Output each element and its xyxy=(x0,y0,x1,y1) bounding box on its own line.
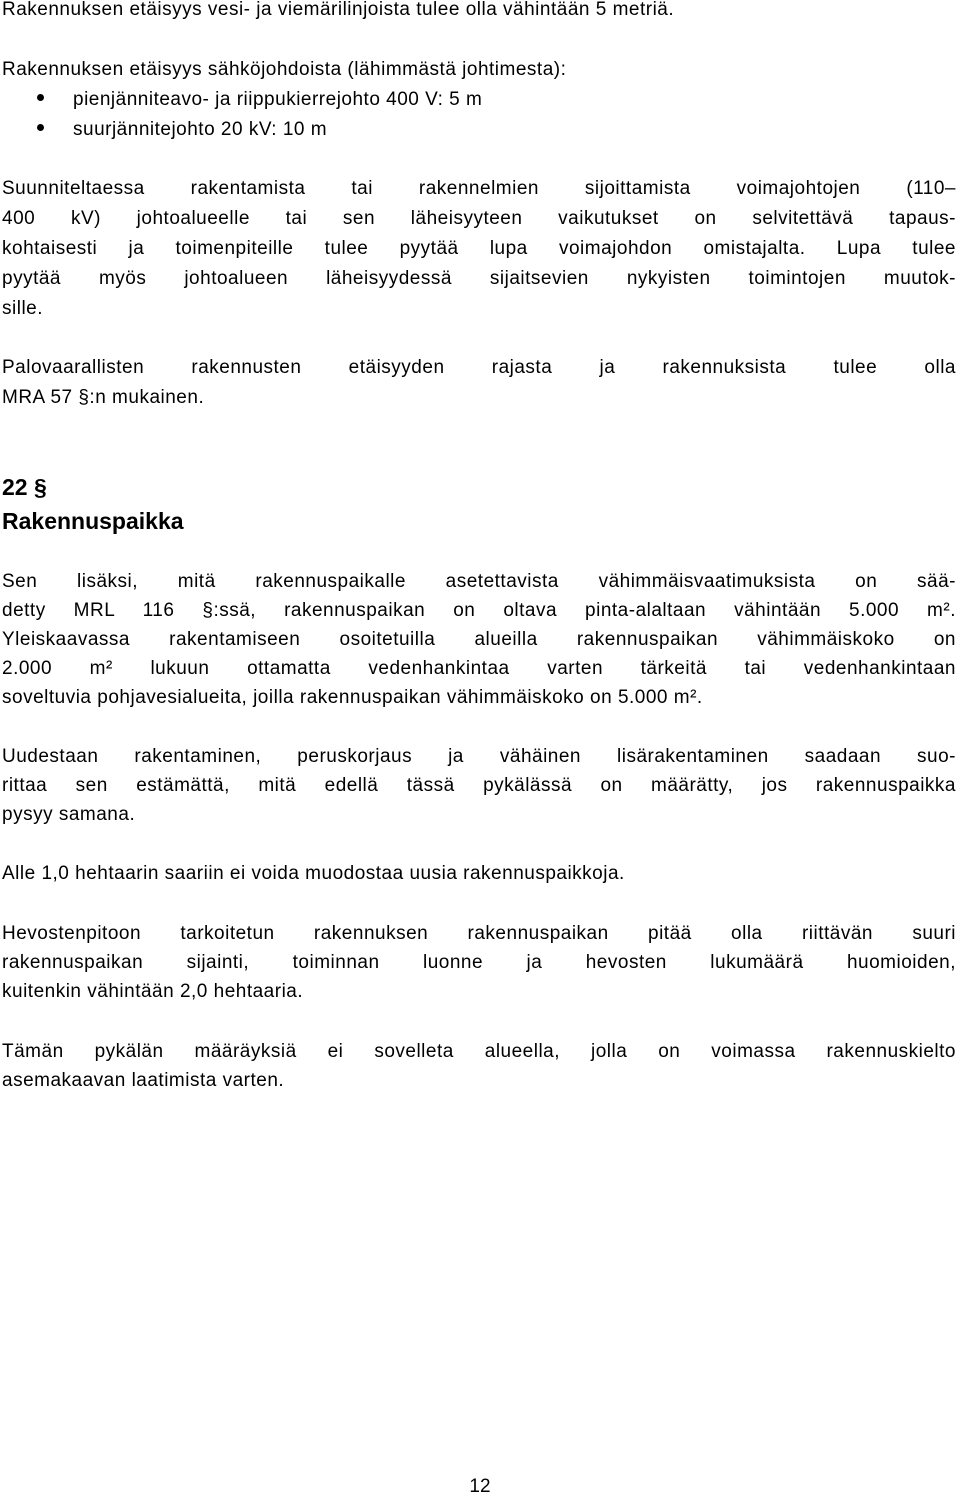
paragraph-line: Yleiskaavassa rakentamiseen osoitetuilla alueilla rakennuspaikan vähimmäiskoko on xyxy=(2,629,956,650)
power-lines-heading: Rakennuksen etäisyys sähköjohdoista (lähimmästä johtimesta): xyxy=(2,59,567,80)
bullet-text: pienjänniteavo- ja riippukierrejohto 400 V: 5 m xyxy=(73,89,483,110)
paragraph-line: Uudestaan rakentaminen, peruskorjaus ja vähäinen lisärakentaminen saadaan suo- xyxy=(2,746,956,767)
paragraph-line: Hevostenpitoon tarkoitetun rakennuksen rakennuspaikan pitää olla riittävän suuri xyxy=(2,923,956,944)
paragraph-line: detty MRL 116 §:ssä, rakennuspaikan on oltava pinta-alaltaan vähintään 5.000 m². xyxy=(2,600,956,621)
planning-line: 400 kV) johtoalueelle tai sen läheisyyteen vaikutukset on selvitettävä tapaus- xyxy=(2,208,956,229)
fire-hazard-line: Palovaarallisten rakennusten etäisyyden rajasta ja rakennuksista tulee olla xyxy=(2,357,956,378)
paragraph-line: Sen lisäksi, mitä rakennuspaikalle asetettavista vähimmäisvaatimuksista on sää- xyxy=(2,571,956,592)
paragraph-line: pysyy samana. xyxy=(2,804,136,825)
planning-line: Suunniteltaessa rakentamista tai rakennelmien sijoittamista voimajohtojen (110– xyxy=(2,178,956,199)
page-number: 12 xyxy=(469,1476,491,1497)
bullet-text: suurjännitejohto 20 kV: 10 m xyxy=(73,119,328,140)
paragraph-line: soveltuvia pohjavesialueita, joilla rakennuspaikan vähimmäiskoko on 5.000 m². xyxy=(2,687,703,708)
paragraph-line: rittaa sen estämättä, mitä edellä tässä pykälässä on määrätty, jos rakennuspaikka xyxy=(2,775,956,796)
paragraph-line: Tämän pykälän määräyksiä ei sovelleta alueella, jolla on voimassa rakennuskielto xyxy=(2,1041,956,1062)
bullet-item xyxy=(37,117,327,143)
bullet-item xyxy=(37,87,482,113)
planning-line: kohtaisesti ja toimenpiteille tulee pyytää lupa voimajohdon omistajalta. Lupa tulee xyxy=(2,238,956,259)
planning-line: pyytää myös johtoalueen läheisyydessä sijaitsevien nykyisten toimintojen muutok- xyxy=(2,268,956,289)
paragraph-line: kuitenkin vähintään 2,0 hehtaaria. xyxy=(2,981,304,1002)
bullet-dot-icon xyxy=(37,94,44,101)
fire-hazard-line: MRA 57 §:n mukainen. xyxy=(2,387,205,408)
paragraph-line: 2.000 m² lukuun ottamatta vedenhankintaa varten tärkeitä tai vedenhankintaan xyxy=(2,658,956,679)
section-title: Rakennuspaikka xyxy=(2,508,184,534)
paragraph-line: asemakaavan laatimista varten. xyxy=(2,1070,285,1091)
bullet-dot-icon xyxy=(37,124,44,131)
planning-line: sille. xyxy=(2,298,44,319)
paragraph-line: rakennuspaikan sijainti, toiminnan luonne ja hevosten lukumäärä huomioiden, xyxy=(2,952,956,973)
section-number: 22 § xyxy=(2,474,47,500)
paragraph-line: Alle 1,0 hehtaarin saariin ei voida muodostaa uusia rakennuspaikkoja. xyxy=(2,863,625,884)
intro-line: Rakennuksen etäisyys vesi- ja viemärilinjoista tulee olla vähintään 5 metriä. xyxy=(2,0,675,20)
